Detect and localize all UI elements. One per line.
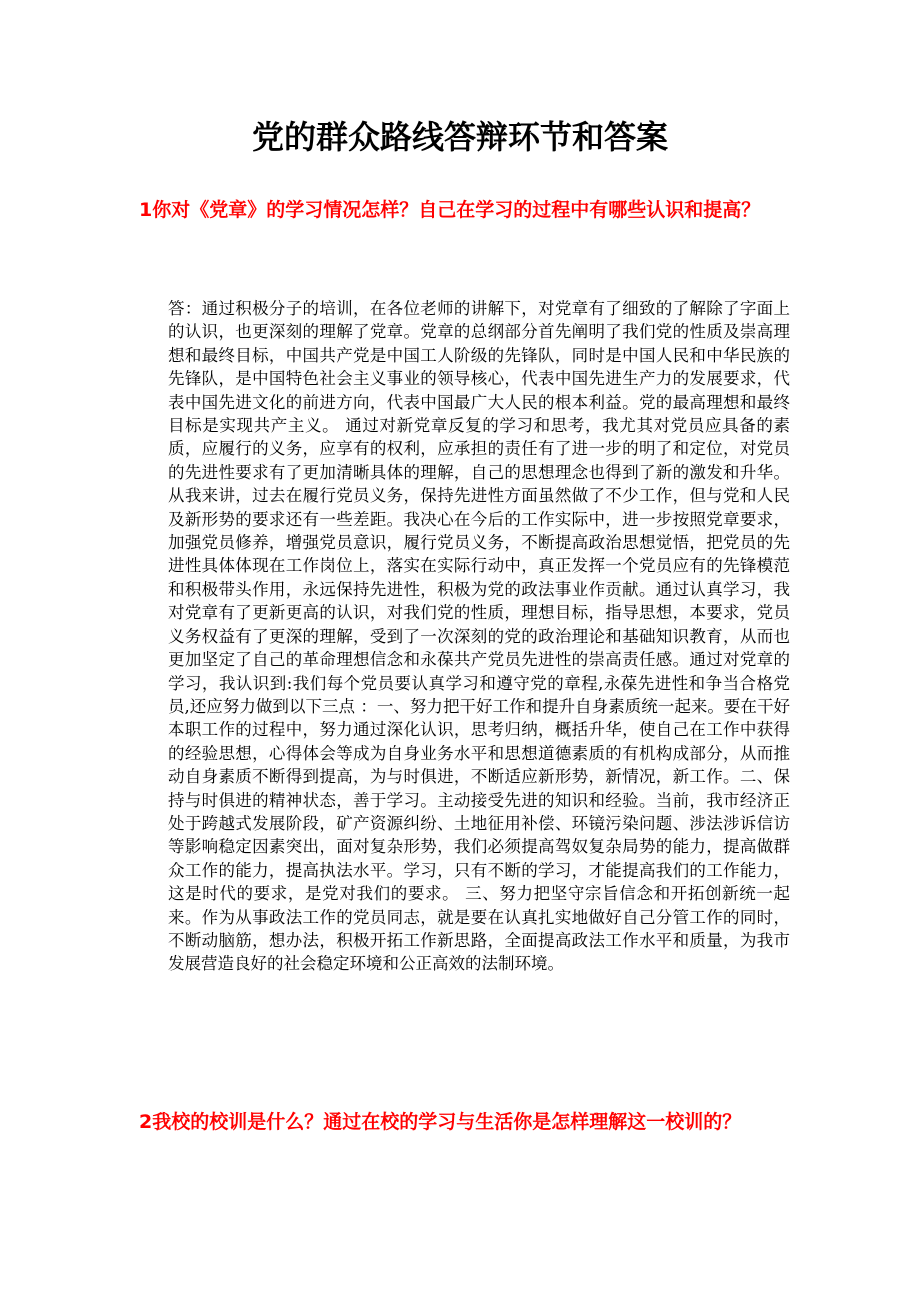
question-1-heading: 1你对《党章》的学习情况怎样？自己在学习的过程中有哪些认识和提高？ xyxy=(139,199,761,221)
answer-1-paragraph: 答：通过积极分子的培训，在各位老师的讲解下，对党章有了细致的了解除了字面上的认识，也更深刻的理解了党章。党章的总纲部分首先阐明了我们党的性质及崇高理想和最终目标，中国共产党是中国工人阶级的先锋队，同时是中国人民和中华民族的先锋队，是中国特色社会主义事业的领导核心，代表中国先进生产力的发展要求，代表中国先进文化的前进方向，代表中国最广大人民的根本利益。党的最高理想和最终目标是实现共产主义。 通过对新党章反复的学习和思考，我尤其对党员应具备的素质，应履行的义务，应享有的权利，应承担的责任有了进一步的明了和定位，对党员的先进性要求有了更加清晰具体的理解，自己的思想理念也得到了新的激发和升华。从我来讲，过去在履行党员义务，保持先进性方面虽然做了不少工作，但与党和人民及新形势的要求还有一些差距。我决心在今后的工作实际中，进一步按照党章要求，加强党员修养，增强党员意识，履行党员义务，不断提高政治思想觉悟，把党员的先进性具体体现在工作岗位上，落实在实际行动中，真正发挥一个党员应有的先锋模范和积极带头作用，永远保持先进性，积极为党的政法事业作贡献。通过认真学习，我对党章有了更新更高的认识，对我们党的性质，理想目标，指导思想，本要求，党员义务权益有了更深的理解，受到了一次深刻的党的政治理论和基础知识教育，从而也更加坚定了自己的革命理想信念和永葆共产党员先进性的崇高责任感。通过对党章的学习，我认识到:我们每个党员要认真学习和遵守党的章程,永葆先进性和争当合格党员,还应努力做到以下三点 ：一、努力把干好工作和提升自身素质统一起来。要在干好本职工作的过程中，努力通过深化认识，思考归纳，概括升华，使自己在工作中获得的经验思想，心得体会等成为自身业务水平和思想道德素质的有机构成部分，从而推动自身素质不断得到提高，为与时俱进，不断适应新形势，新情况，新工作。二、保持与时俱进的精神状态，善于学习。主动接受先进的知识和经验。当前，我市经济正处于跨越式发展阶段，矿产资源纠纷、土地征用补偿、环镜污染问题、涉法涉诉信访等影响稳定因素突出，面对复杂形势，我们必须提高驾奴复杂局势的能力，提高做群众工作的能力，提高执法水平。学习，只有不断的学习，才能提高我们的工作能力，这是时代的要求，是党对我们的要求。 三、努力把坚守宗旨信念和开拓创新统一起来。作为从事政法工作的党员同志，就是要在认真扎实地做好自己分管工作的同时，不断动脑筋，想办法，积极开拓工作新思路，全面提高政法工作水平和质量，为我市发展营造良好的社会稳定环境和公正高效的法制环境。 xyxy=(168,299,790,974)
page-title: 党的群众路线答辩环节和答案 xyxy=(251,118,668,156)
question-2-heading: 2我校的校训是什么？通过在校的学习与生活你是怎样理解这一校训的？ xyxy=(139,1111,742,1133)
